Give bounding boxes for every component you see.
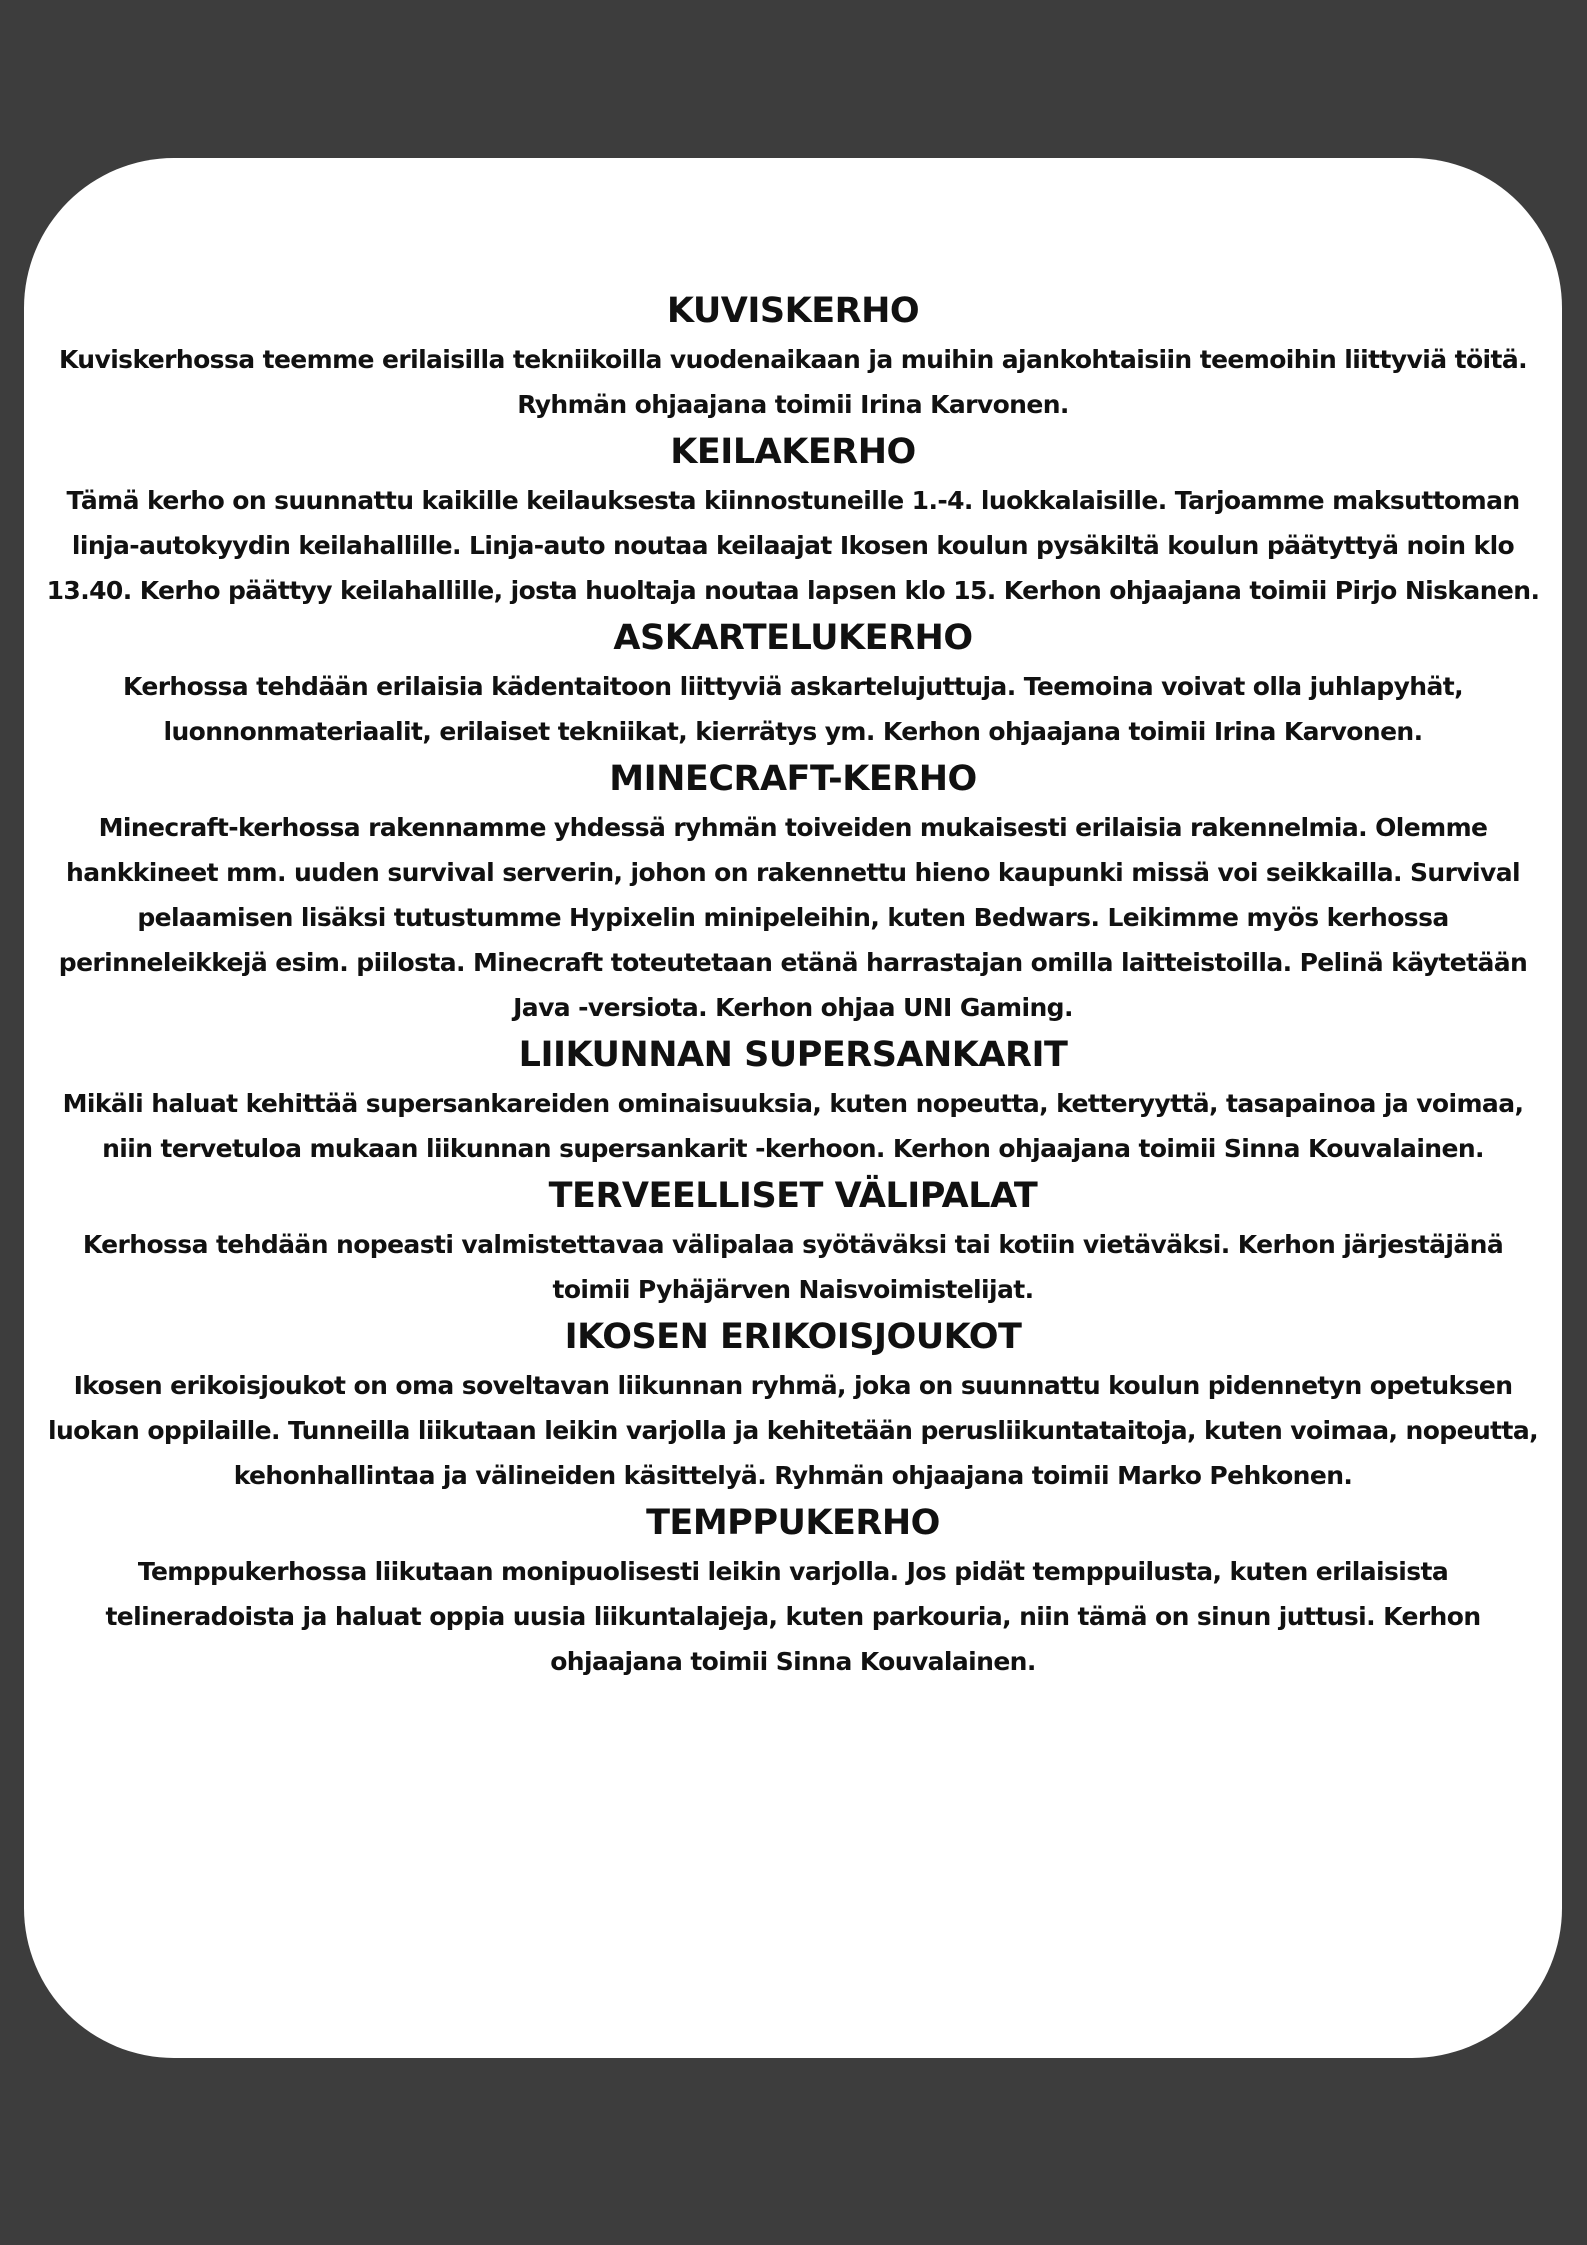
content-card: [24, 158, 1562, 2058]
section-title: LIIKUNNAN SUPERSANKARIT: [518, 1035, 1068, 1075]
section-kuviskerho: [42, 290, 1544, 427]
section-minecraft-kerho: [42, 758, 1544, 1030]
section-title: TERVEELLISET VÄLIPALAT: [548, 1176, 1038, 1216]
section-text: Kuviskerhossa teemme erilaisilla tekniikoilla vuodenaikaan ja muihin ajankohtaisiin teemoihin liittyviä töitä. Ryhmän ohjaajana toimii Irina Karvonen.: [58, 345, 1528, 419]
section-title: KUVISKERHO: [666, 291, 920, 331]
section-text: Tämä kerho on suunnattu kaikille keilauksesta kiinnostuneille 1.-4. luokkalaisille. Tarjoamme maksuttoman linja-autokyydin keilahallille. Linja-auto noutaa keilaajat Ikosen koulun pysäkiltä koulun päätyttyä noin klo 13.40. Kerho päättyy keilahallille, josta huoltaja noutaa lapsen klo 15. Kerhon ohjaajana toimii Pirjo Niskanen.: [46, 486, 1540, 605]
section-text: Temppukerhossa liikutaan monipuolisesti leikin varjolla. Jos pidät temppuilusta, kuten erilaisista telineradoista ja haluat oppia uusia liikuntalajeja, kuten parkouria, niin tämä on sinun juttusi. Kerhon ohjaajana toimii Sinna Kouvalainen.: [105, 1557, 1481, 1676]
section-title: MINECRAFT-KERHO: [609, 759, 977, 799]
section-liikunnan-supersankarit: [42, 1034, 1544, 1171]
section-title: ASKARTELUKERHO: [613, 618, 973, 658]
section-text: Mikäli haluat kehittää supersankareiden ominaisuuksia, kuten nopeutta, ketteryyttä, tasapainoa ja voimaa, niin tervetuloa mukaan liikunnan supersankarit -kerhoon. Kerhon ohjaajana toimii Sinna Kouvalainen.: [62, 1089, 1524, 1163]
section-text: Kerhossa tehdään erilaisia kädentaitoon liittyviä askartelujuttuja. Teemoina voivat olla juhlapyhät, luonnonmateriaalit, erilaiset tekniikat, kierrätys ym. Kerhon ohjaajana toimii Irina Karvonen.: [123, 672, 1463, 746]
section-title: TEMPPUKERHO: [646, 1503, 940, 1543]
section-text: Ikosen erikoisjoukot on oma soveltavan liikunnan ryhmä, joka on suunnattu koulun pidennetyn opetuksen luokan oppilaille. Tunneilla liikutaan leikin varjolla ja kehitetään perusliikuntataitoja, kuten voimaa, nopeutta, kehonhallintaa ja välineiden käsittelyä. Ryhmän ohjaajana toimii Marko Pehkonen.: [47, 1371, 1539, 1490]
section-title: IKOSEN ERIKOISJOUKOT: [564, 1317, 1022, 1357]
section-title: KEILAKERHO: [670, 432, 916, 472]
section-temppukerho: [42, 1502, 1544, 1684]
section-text: Kerhossa tehdään nopeasti valmistettavaa välipalaa syötäväksi tai kotiin vietäväksi. Kerhon järjestäjänä toimii Pyhäjärven Naisvoimistelijat.: [82, 1230, 1504, 1304]
section-ikosen-erikoisjoukot: [42, 1316, 1544, 1498]
section-askartelukerho: [42, 617, 1544, 754]
section-text: Minecraft-kerhossa rakennamme yhdessä ryhmän toiveiden mukaisesti erilaisia rakennelmia. Olemme hankkineet mm. uuden survival serverin, johon on rakennettu hieno kaupunki missä voi seikkailla. Survival pelaamisen lisäksi tutustumme Hypixelin minipeleihin, kuten Bedwars. Leikimme myös kerhossa perinneleikkejä esim. piilosta. Minecraft toteutetaan etänä harrastajan omilla laitteistoilla. Pelinä käytetään Java -versiota. Kerhon ohjaa UNI Gaming.: [58, 813, 1528, 1022]
section-keilakerho: [42, 431, 1544, 613]
section-terveelliset-valipalat: [42, 1175, 1544, 1312]
